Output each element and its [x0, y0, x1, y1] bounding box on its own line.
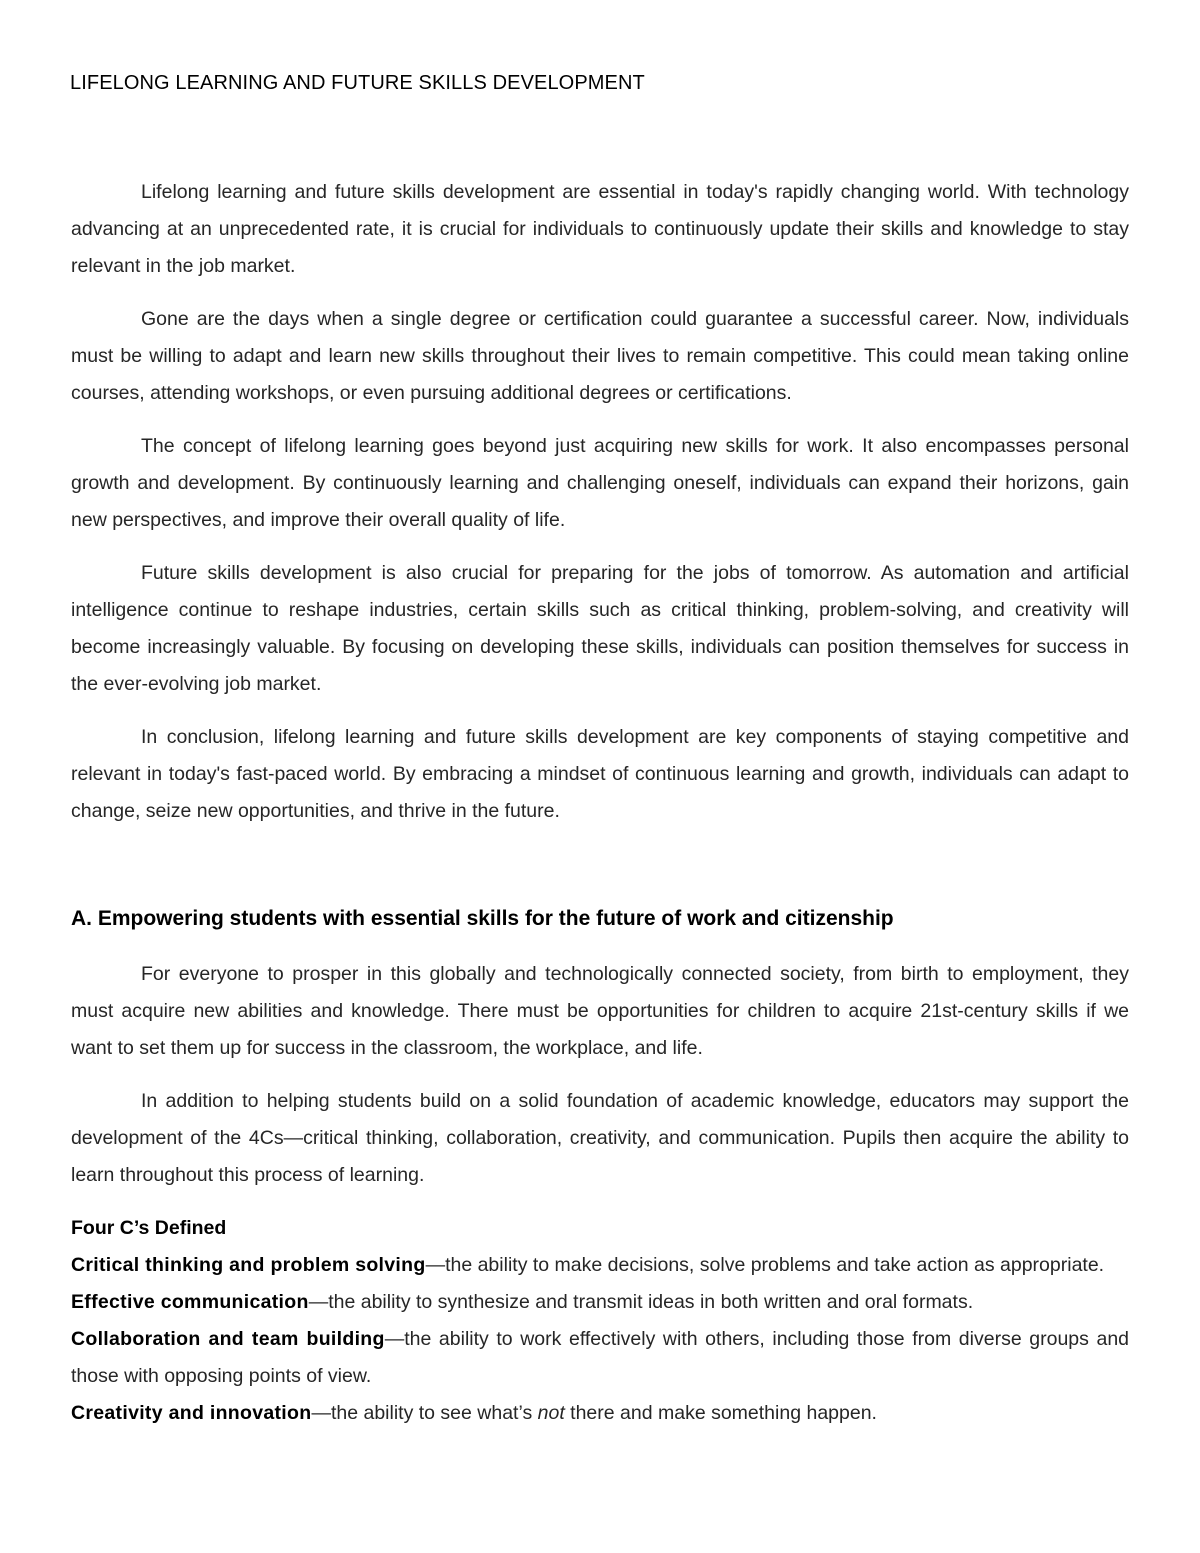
intro-paragraph: In conclusion, lifelong learning and future skills development are key components of staying competitive and relevant in today's fast-paced world. By embracing a mindset of continuous learning and growth, individuals can adapt to change, seize new opportunities, and thrive in the future.: [71, 726, 1129, 822]
section-a: [71, 902, 1129, 1432]
section-a-heading: A. Empowering students with essential skills for the future of work and citizenship: [71, 907, 894, 930]
definition-term: Creativity and innovation: [71, 1402, 312, 1424]
intro-paragraph: Gone are the days when a single degree or certification could guarantee a successful career. Now, individuals must be willing to adapt and learn new skills throughout their lives to remain competitive. This could mean taking online courses, attending workshops, or even pursuing additional degrees or certifications.: [71, 308, 1129, 404]
intro-paragraph: Lifelong learning and future skills development are essential in today's rapidly changing world. With technology advancing at an unprecedented rate, it is crucial for individuals to continuously update their skills and knowledge to stay relevant in the job market.: [71, 181, 1129, 277]
definition-creativity: [71, 1395, 1129, 1432]
definition-text: —the ability to work effectively with others, including those from diverse groups and those with opposing points of view.: [71, 1328, 1130, 1387]
definition-term: Collaboration and team building: [71, 1328, 385, 1350]
four-cs-title: Four C’s Defined: [71, 1217, 227, 1239]
definition-text: —the ability to synthesize and transmit ideas in both written and oral formats.: [308, 1291, 974, 1313]
four-cs-list: [71, 1210, 1129, 1432]
section-a-paragraph: For everyone to prosper in this globally and technologically connected society, from birth to employment, they must acquire new abilities and knowledge. There must be opportunities for children to acquire 21st-century skills if we want to set them up for success in the classroom, the workplace, and life.: [71, 963, 1129, 1059]
definition-term: Effective communication: [71, 1291, 309, 1313]
intro-paragraph: Future skills development is also crucial for preparing for the jobs of tomorrow. As automation and artificial intelligence continue to reshape industries, certain skills such as critical thinking, problem-solving, and creativity will become increasingly valuable. By focusing on developing these skills, individuals can position themselves for success in the ever-evolving job market.: [71, 562, 1129, 695]
definition-communication: [71, 1284, 1129, 1321]
definition-collaboration: [71, 1321, 1129, 1395]
intro-paragraph: The concept of lifelong learning goes beyond just acquiring new skills for work. It also encompasses personal growth and development. By continuously learning and challenging oneself, individuals can expand their horizons, gain new perspectives, and improve their overall quality of life.: [71, 435, 1129, 531]
definition-emphasis: not: [537, 1402, 565, 1424]
definition-critical-thinking: [71, 1247, 1129, 1284]
definition-text: —the ability to see what’s: [311, 1402, 538, 1424]
definition-text: there and make something happen.: [564, 1402, 877, 1424]
section-a-paragraph: In addition to helping students build on a solid foundation of academic knowledge, educators may support the development of the 4Cs—critical thinking, collaboration, creativity, and communication. Pupils then acquire the ability to learn throughout this process of learning.: [71, 1090, 1129, 1186]
intro-section: [71, 174, 1129, 846]
definition-text: —the ability to make decisions, solve problems and take action as appropriate.: [425, 1254, 1105, 1276]
definition-term: Critical thinking and problem solving: [71, 1254, 426, 1276]
document-title: LIFELONG LEARNING AND FUTURE SKILLS DEVELOPMENT: [70, 72, 645, 94]
